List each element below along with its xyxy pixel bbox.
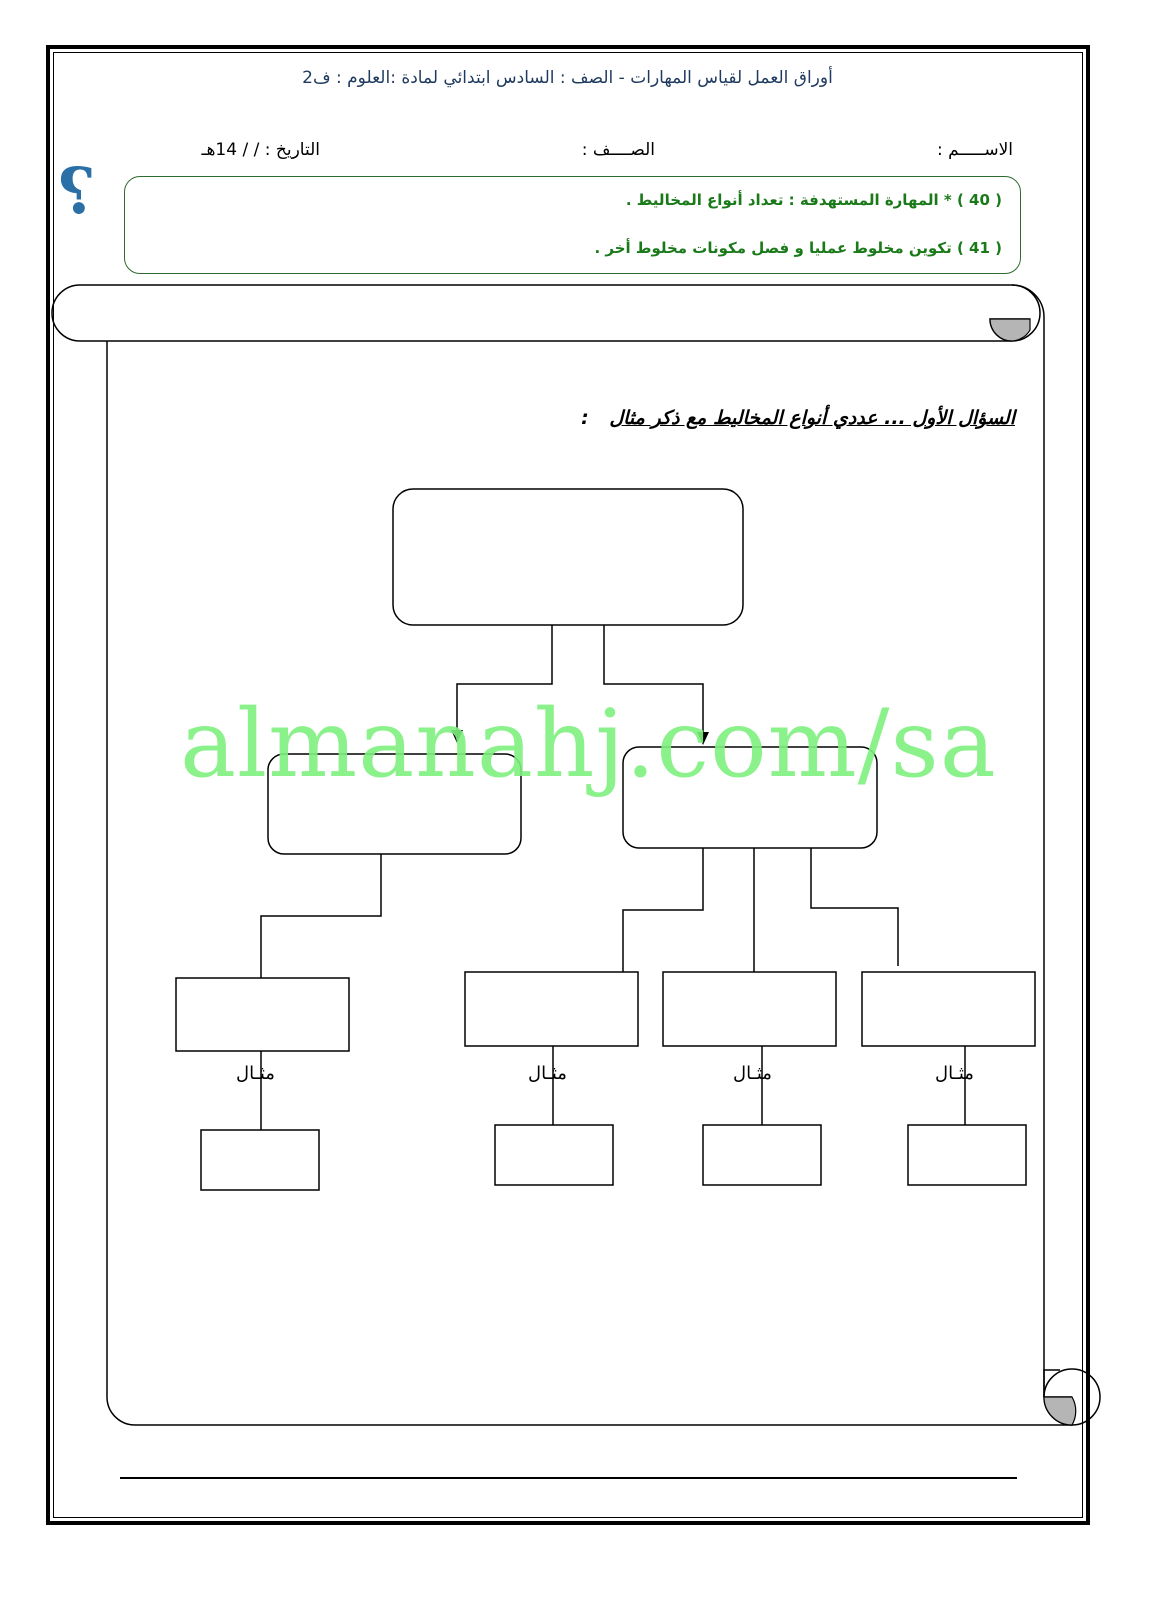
connector-right-sub-1	[623, 848, 703, 972]
example-label-2: مثـال	[528, 1063, 567, 1084]
subtype-box-3	[663, 972, 836, 1046]
subtype-box-4	[862, 972, 1035, 1046]
example-box-2	[495, 1125, 613, 1185]
subtype-box-1	[176, 978, 349, 1051]
example-label-1: مثـال	[236, 1063, 275, 1084]
class-field-label: الصــــف :	[581, 140, 655, 160]
name-field-label: الاســـــم :	[936, 140, 1013, 160]
example-label-3: مثـال	[733, 1063, 772, 1084]
target-skill-2: ( 41 ) تكوين مخلوط عمليا و فصل مكونات مخلوط أخر .	[594, 239, 1002, 257]
question-one-colon: :	[581, 407, 589, 429]
example-box-4	[908, 1125, 1026, 1185]
example-box-3	[703, 1125, 821, 1185]
question-mark-icon: ?	[58, 154, 96, 229]
worksheet-title: أوراق العمل لقياس المهارات - الصف : السادس ابتدائي لمادة :العلوم : ف2	[302, 68, 833, 88]
target-skill-1: ( 40 ) * المهارة المستهدفة : تعداد أنواع المخاليط .	[625, 191, 1002, 209]
connector-right-sub-3	[811, 848, 898, 966]
date-field-label: التاريخ : / / 14هـ	[201, 140, 320, 160]
connector-left-sub	[261, 854, 381, 978]
subtype-box-2	[465, 972, 638, 1046]
mixtures-root-box	[393, 489, 743, 625]
scroll-top-band	[52, 285, 1040, 341]
question-one-text: السؤال الأول ... عددي أنواع المخاليط مع ذكر مثال	[609, 407, 1015, 429]
question-one	[581, 407, 1015, 429]
example-box-1	[201, 1130, 319, 1190]
example-label-4: مثـال	[935, 1063, 974, 1084]
site-watermark: almanahj.com/sa	[180, 690, 997, 799]
footer-rule	[120, 1477, 1017, 1479]
